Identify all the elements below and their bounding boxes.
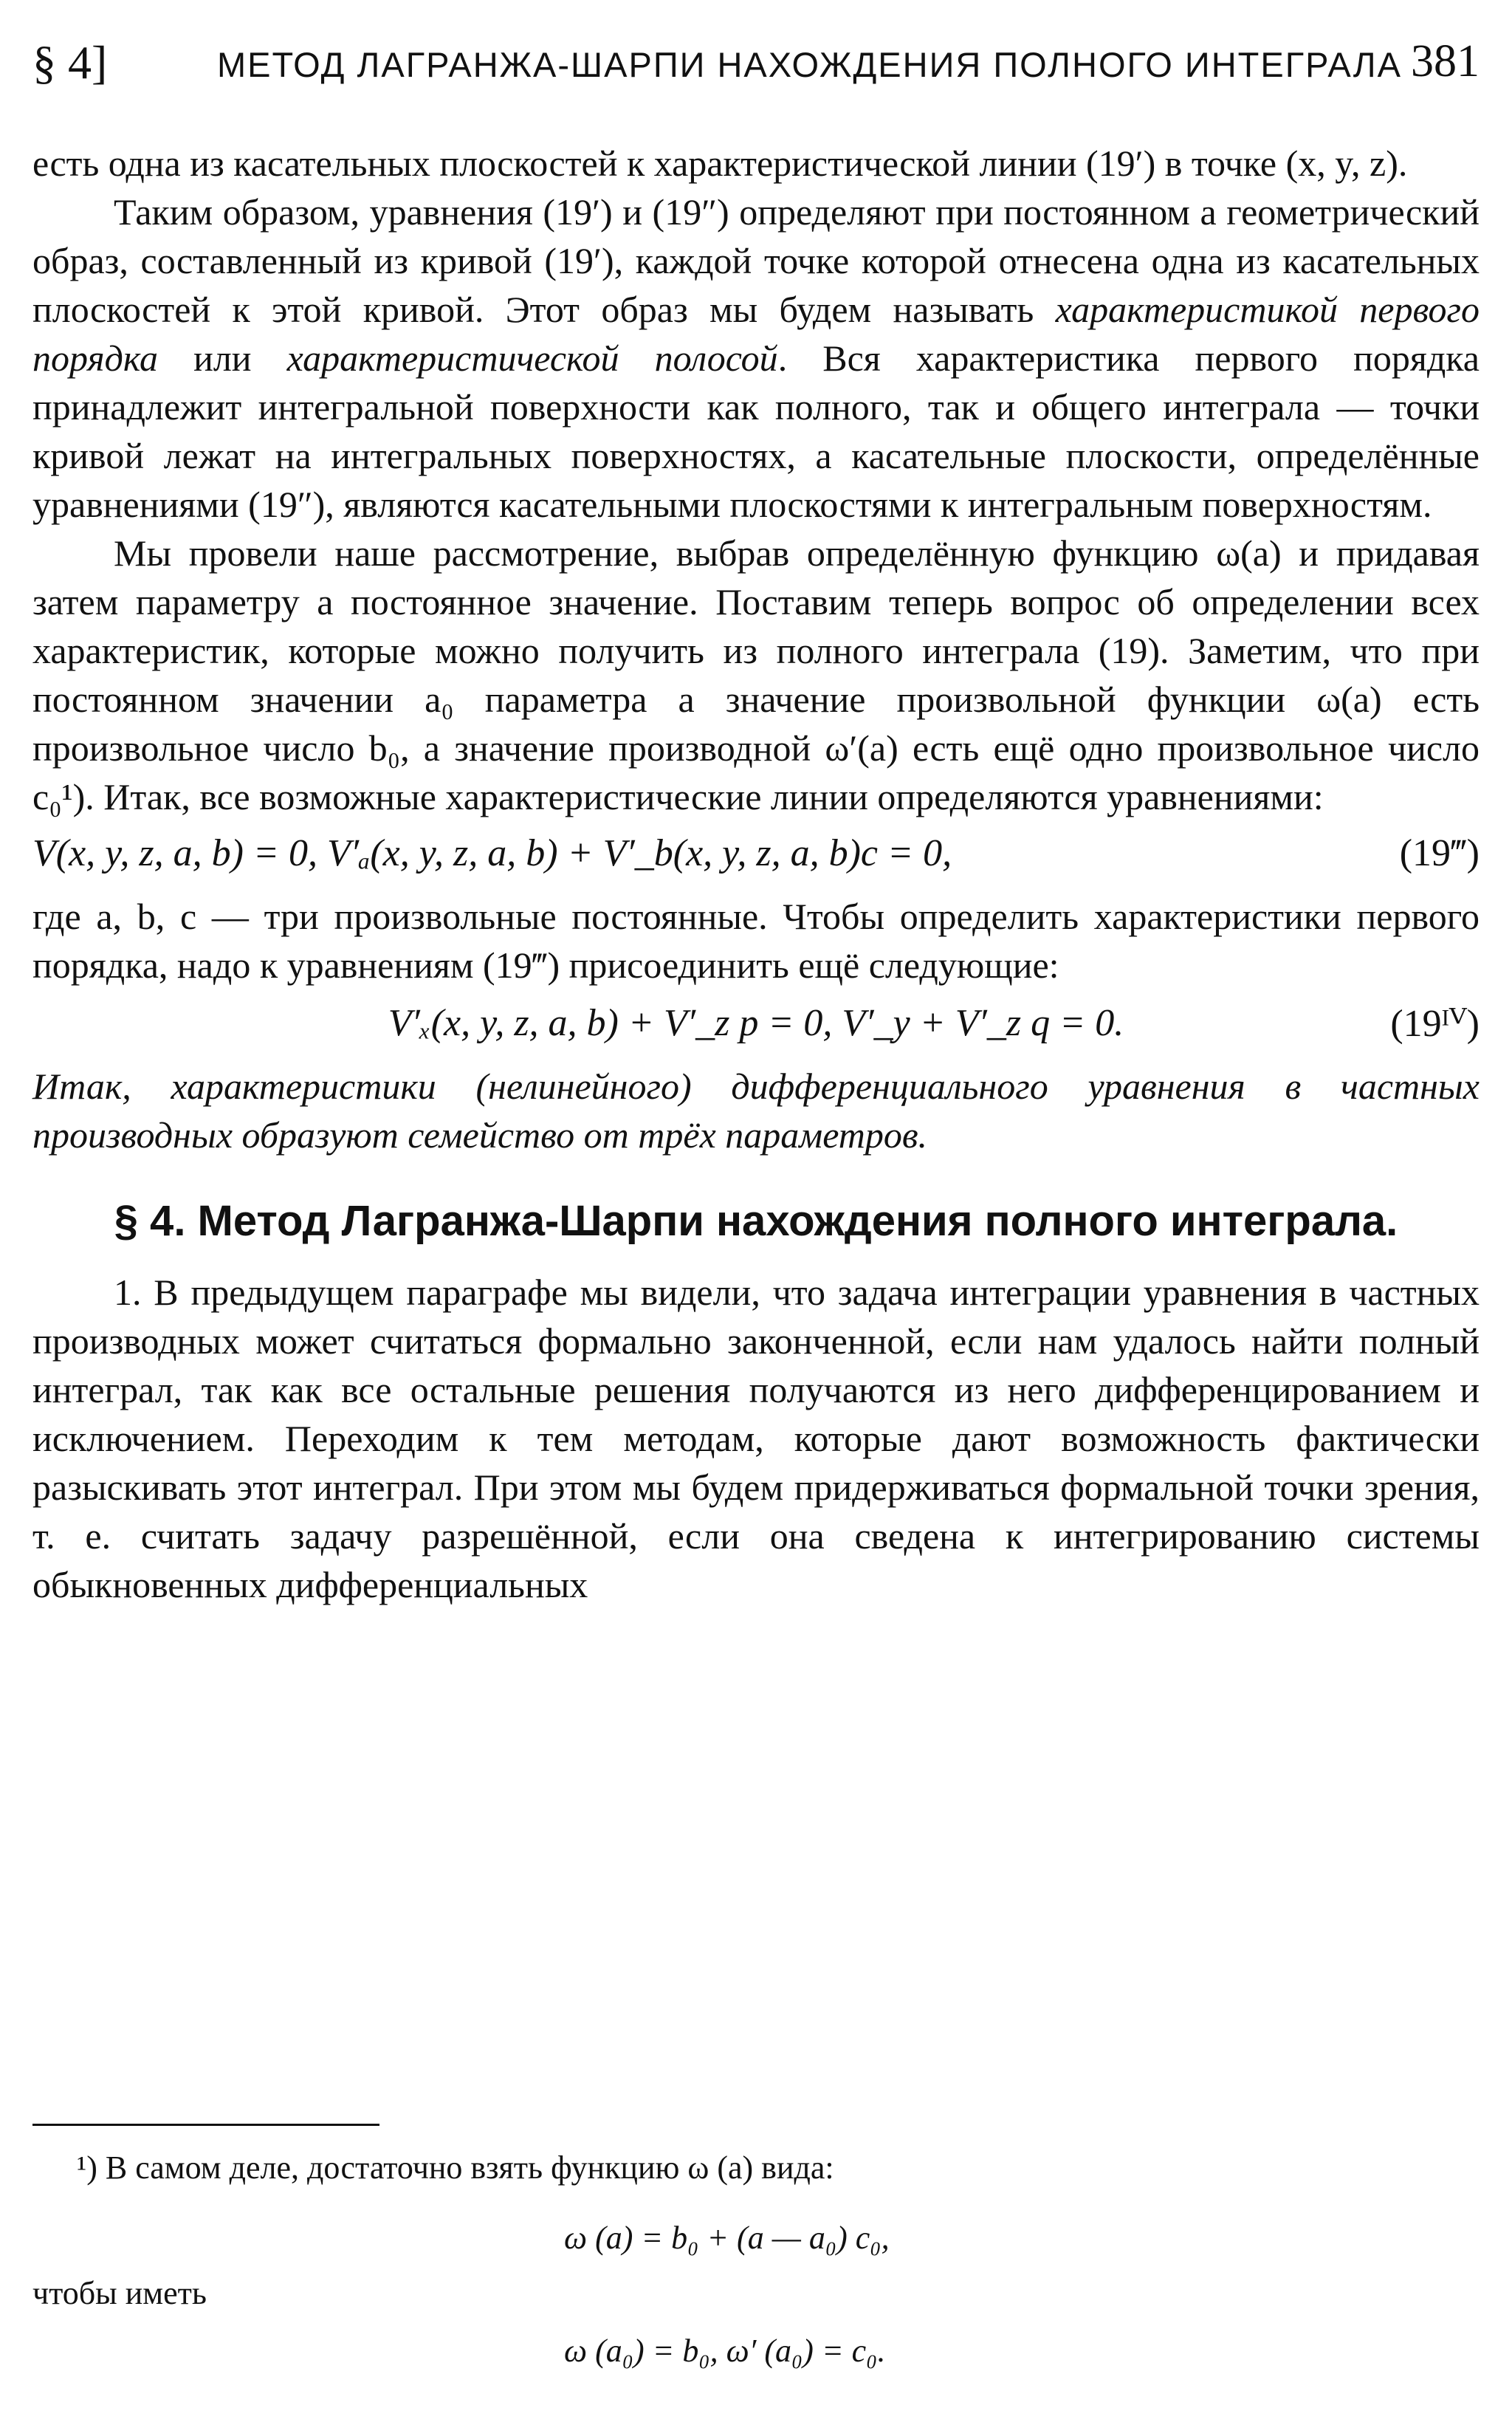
footnote-line-2: чтобы иметь xyxy=(32,2275,207,2311)
equation-label-19-triple-prime: (19‴) xyxy=(1399,832,1480,874)
section-heading: § 4. Метод Лагранжа-Шарпи нахождения полного интеграла. xyxy=(114,1197,1398,1245)
equation-19-iv xyxy=(32,1001,1480,1054)
term-characteristic-strip: характеристической полосой xyxy=(286,337,778,379)
paragraph-5-conclusion: Итак, характеристики (нелинейного) дифференциального уравнения в частных производных образуют семейство от трёх параметров. xyxy=(32,1066,1480,1156)
footnote xyxy=(32,2149,1480,2392)
paragraph-2-text-b: или xyxy=(158,337,287,379)
paragraph-6: 1. В предыдущем параграфе мы видели, что задача интеграции уравнения в частных производных может считаться формально законченной, если нам удалось найти полный интеграл, так как все остальные решения получаются из него дифференцированием и исключением. Переходим к тем методам, которые дают возможность фактически разыскивать этот интеграл. При этом мы будем придерживаться формальной точки зрения, т. е. считать задачу разрешённой, если она сведена к интегрированию системы обыкновенных дифференциальных xyxy=(32,1272,1480,1605)
page-number: 381 xyxy=(1411,36,1480,86)
equation-19-iv-body: V′ₓ(x, y, z, a, b) + V′_z p = 0, V′_y + V′_z q = 0. xyxy=(388,1002,1124,1044)
footnote-divider xyxy=(32,2124,379,2126)
header-section: § 4] xyxy=(32,36,108,89)
equation-label-19-iv: (19ᴵⱽ) xyxy=(1390,1003,1480,1045)
paragraph-1: есть одна из касательных плоскостей к характеристической линии (19′) в точке (x, y, z). xyxy=(32,143,1408,184)
body-text xyxy=(32,139,1480,1609)
header-title: МЕТОД ЛАГРАНЖА-ШАРПИ НАХОЖДЕНИЯ ПОЛНОГО ИНТЕГРАЛА xyxy=(217,45,1402,84)
footnote-equation-a: ω (a) = b₀ + (a — a₀) c₀, xyxy=(564,2220,890,2256)
equation-19-triple-prime-body: V(x, y, z, a, b) = 0, V′ₐ(x, y, z, a, b) + V′_b(x, y, z, a, b)c = 0, xyxy=(32,832,952,874)
equation-19-triple-prime xyxy=(32,831,1480,885)
term-first-order-characteristic: характеристикой первого порядка xyxy=(32,289,1480,379)
paragraph-2-text-c: . Вся характеристика первого порядка принадлежит интегральной поверхности как полного, так и общего интеграла — точки кривой лежат на интегральных поверхностях, а касательные плоскости, определённые уравнениями (19″), являются касательными плоскостями к интегральным поверхностям. xyxy=(32,337,1480,525)
paragraph-2 xyxy=(32,188,1480,529)
running-header xyxy=(32,35,1480,95)
footnote-line-1: ¹) В самом деле, достаточно взять функцию ω (a) вида: xyxy=(77,2150,834,2186)
paragraph-4: где a, b, c — три произвольные постоянные. Чтобы определить характеристики первого порядка, надо к уравнениям (19‴) присоединить ещё следующие: xyxy=(32,896,1480,986)
footnote-equation-b: ω (a₀) = b₀, ω′ (a₀) = c₀. xyxy=(564,2333,886,2369)
paragraph-3: Мы провели наше рассмотрение, выбрав определённую функцию ω(a) и придавая затем параметру a постоянное значение. Поставим теперь вопрос об определении всех характеристик, которые можно получить из полного интеграла (19). Заметим, что при постоянном значении a₀ параметра a значение произвольной функции ω(a) есть произвольное число b₀, а значение производной ω′(a) есть ещё одно произвольное число c₀¹). Итак, все возможные характеристические линии определяются уравнениями: xyxy=(32,532,1480,817)
paragraph-2-text-a: Таким образом, уравнения (19′) и (19″) определяют при постоянном a геометрический образ, составленный из кривой (19′), каждой точке которой отнесена одна из касательных плоскостей к этой кривой. Этот образ мы будем называть xyxy=(32,191,1480,330)
